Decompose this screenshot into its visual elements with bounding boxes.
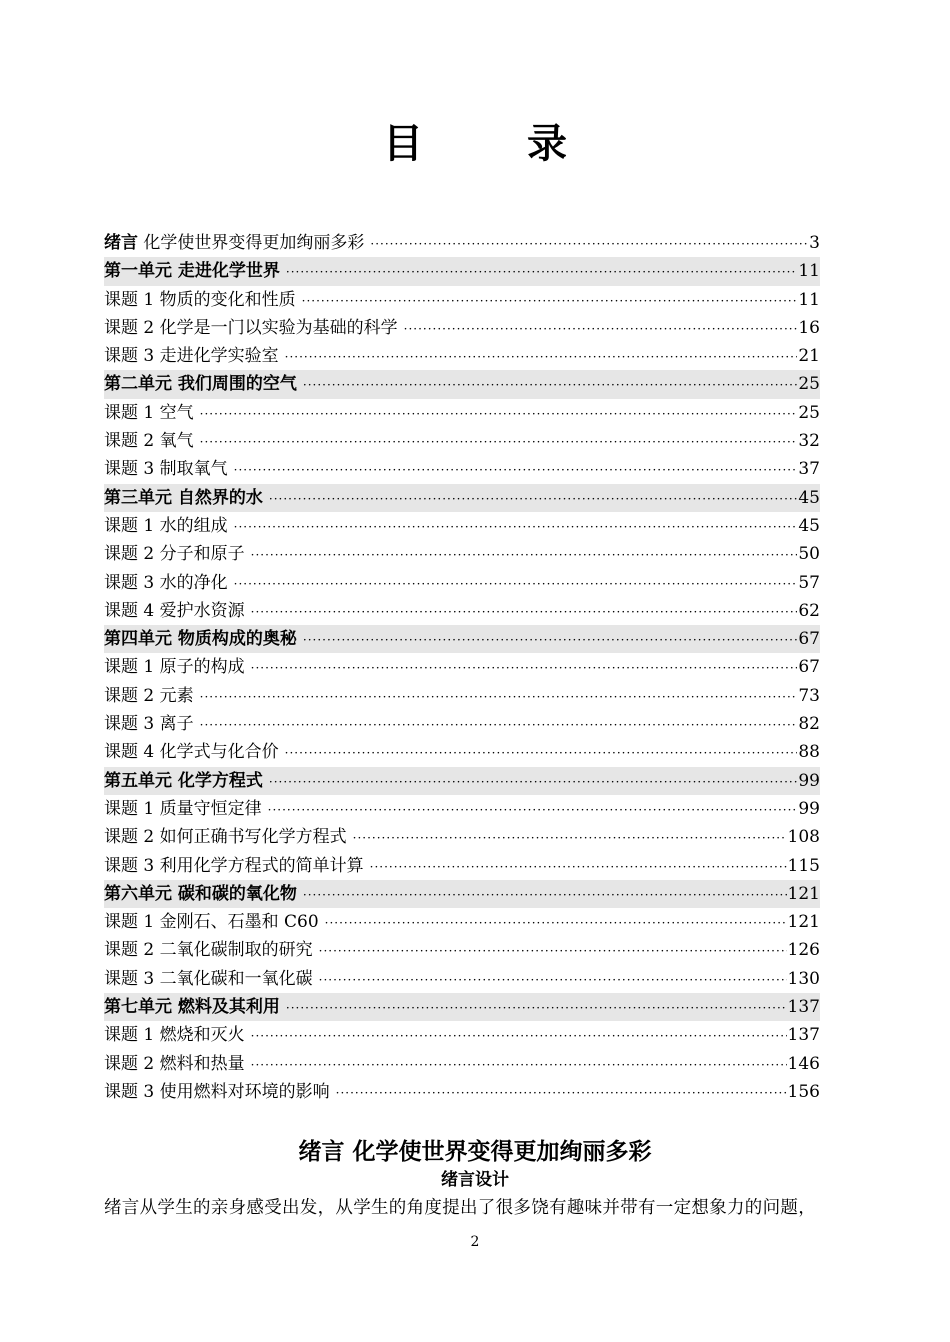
toc-page-number: 3: [809, 233, 820, 253]
toc-entry-text: 课题 3 水的净化: [104, 572, 228, 593]
toc-entry-text: 课题 3 制取氧气: [104, 459, 228, 480]
toc-leader-dots: [269, 485, 797, 513]
toc-entry-label: [104, 682, 200, 710]
toc-entry-label: [104, 767, 269, 795]
toc-entry-label: [104, 1078, 336, 1106]
toc-entry-text: 课题 2 二氧化碳制取的研究: [104, 940, 313, 961]
toc-leader-dots: [200, 683, 798, 711]
toc-entry-text: 课题 3 利用化学方程式的简单计算: [104, 855, 364, 876]
toc-leader-dots: [285, 739, 798, 767]
toc-page-number: 126: [787, 940, 820, 961]
toc-unit-entry[interactable]: [104, 257, 820, 285]
toc-page-number: 21: [798, 346, 820, 367]
toc-entry-text: 第四单元 物质构成的奥秘: [104, 629, 297, 650]
section-title: 绪言 化学使世界变得更加绚丽多彩: [298, 1138, 652, 1165]
toc-leader-dots: [286, 258, 797, 286]
toc-lesson-entry[interactable]: [104, 342, 820, 370]
toc-entry-label: [104, 880, 303, 908]
toc-entry-text: 课题 1 水的组成: [104, 515, 228, 536]
toc-entry-text: 课题 3 使用燃料对环境的影响: [104, 1081, 330, 1102]
toc-lesson-entry[interactable]: [104, 314, 820, 342]
toc-leader-dots: [285, 343, 798, 371]
toc-leader-dots: [251, 598, 798, 626]
toc-leader-dots: [286, 994, 787, 1022]
toc-entry-label: [104, 738, 285, 766]
toc-entry-label: [104, 399, 200, 427]
toc-entry-text: 课题 2 如何正确书写化学方程式: [104, 827, 347, 848]
toc-page-number: 108: [787, 827, 820, 848]
toc-entry-label: [104, 1021, 251, 1049]
toc-page-number: 57: [798, 572, 820, 593]
toc-unit-entry[interactable]: [104, 993, 820, 1021]
toc-entry-label: [104, 370, 303, 398]
toc-entry-text: 课题 2 氧气: [104, 431, 194, 452]
toc-entry-label: [104, 1050, 251, 1078]
toc-entry-text: 课题 2 元素: [104, 685, 194, 706]
toc-leader-dots: [251, 541, 798, 569]
toc-unit-entry[interactable]: [104, 767, 820, 795]
toc-leader-dots: [268, 796, 798, 824]
toc-leader-dots: [319, 937, 787, 965]
page-title: 目 录: [383, 120, 599, 167]
toc-page-number: 121: [787, 883, 820, 904]
toc-entry-text: 化学使世界变得更加绚丽多彩: [138, 233, 365, 253]
toc-leader-dots: [234, 456, 798, 484]
toc-lesson-entry[interactable]: [104, 682, 820, 710]
toc-leader-dots: [303, 881, 787, 909]
toc-leader-dots: [370, 853, 787, 881]
toc-entry-label: [104, 314, 404, 342]
toc-leader-dots: [200, 400, 798, 428]
toc-lesson-entry[interactable]: [104, 738, 820, 766]
toc-page-number: 25: [798, 402, 820, 423]
toc-entry-label: [104, 993, 286, 1021]
toc-page-number: 37: [798, 459, 820, 480]
toc-leader-dots: [269, 768, 797, 796]
toc-leader-dots: [234, 513, 798, 541]
toc-page-number: 67: [798, 657, 820, 678]
toc-page-number: 73: [798, 685, 820, 706]
toc-unit-entry[interactable]: [104, 484, 820, 512]
toc-page-number: 11: [798, 289, 820, 310]
toc-entry-text: 第七单元 燃料及其利用: [104, 997, 280, 1018]
toc-entry-label: [104, 540, 251, 568]
toc-leader-dots: [336, 1079, 787, 1107]
toc-leader-dots: [404, 315, 798, 343]
toc-leader-dots: [303, 371, 797, 399]
toc-entry-prefix: 绪言: [104, 233, 138, 253]
toc-page-number: 50: [798, 544, 820, 565]
toc-entry-text: 课题 3 离子: [104, 714, 194, 735]
toc-unit-entry[interactable]: [104, 880, 820, 908]
toc-entry-label: [104, 597, 251, 625]
toc-lesson-entry[interactable]: [104, 653, 820, 681]
toc-page-number: 82: [798, 714, 820, 735]
toc-leader-dots: [251, 1051, 787, 1079]
toc-entry-label: [104, 653, 251, 681]
toc-page-number: 130: [787, 968, 820, 989]
toc-leader-dots: [319, 966, 787, 994]
toc-lesson-entry[interactable]: [104, 512, 820, 540]
toc-unit-entry[interactable]: [104, 370, 820, 398]
toc-entry-label: [104, 823, 353, 851]
toc-entry-label: [104, 342, 285, 370]
toc-entry-text: 课题 4 化学式与化合价: [104, 742, 279, 763]
toc-entry-text: 第二单元 我们周围的空气: [104, 374, 297, 395]
toc-page-number: 32: [798, 431, 820, 452]
toc-lesson-entry[interactable]: [104, 795, 820, 823]
toc-entry-label: [104, 484, 269, 512]
toc-page-number: 25: [798, 374, 820, 395]
toc-lesson-entry[interactable]: [104, 852, 820, 880]
toc-lesson-entry[interactable]: [104, 399, 820, 427]
toc-entry-label: [104, 908, 325, 936]
toc-page-number: 137: [787, 997, 820, 1018]
toc-entry-label: [104, 965, 319, 993]
toc-unit-entry[interactable]: [104, 625, 820, 653]
toc-lesson-entry[interactable]: [104, 1078, 820, 1106]
toc-entry-text: 课题 1 原子的构成: [104, 657, 245, 678]
toc-leader-dots: [302, 287, 798, 315]
toc-lesson-entry[interactable]: [104, 1021, 820, 1049]
toc-lesson-entry[interactable]: [104, 908, 820, 936]
toc-lesson-entry[interactable]: [104, 965, 820, 993]
toc-preface-entry[interactable]: [104, 229, 820, 257]
body-paragraph: 绪言从学生的亲身感受出发，从学生的角度提出了很多饶有趣味并带有一定想象力的问题，: [104, 1198, 816, 1218]
toc-leader-dots: [303, 626, 797, 654]
toc-leader-dots: [200, 711, 798, 739]
toc-entry-label: [104, 286, 302, 314]
toc-lesson-entry[interactable]: [104, 597, 820, 625]
toc-leader-dots: [251, 654, 798, 682]
toc-entry-label: [104, 512, 234, 540]
toc-entry-label: [104, 455, 234, 483]
toc-page-number: 99: [798, 798, 820, 819]
toc-page-number: 45: [798, 515, 820, 536]
toc-entry-label: [104, 852, 370, 880]
toc-entry-text: 第三单元 自然界的水: [104, 487, 263, 508]
toc-entry-label: [104, 257, 286, 285]
toc-page-number: 45: [798, 487, 820, 508]
toc-entry-text: 第五单元 化学方程式: [104, 770, 263, 791]
toc-entry-text: 第六单元 碳和碳的氧化物: [104, 883, 297, 904]
toc-lesson-entry[interactable]: [104, 540, 820, 568]
toc-lesson-entry[interactable]: [104, 569, 820, 597]
toc-entry-label: [104, 795, 268, 823]
toc-entry-text: 课题 3 二氧化碳和一氧化碳: [104, 968, 313, 989]
toc-page-number: 115: [787, 855, 820, 876]
toc-entry-text: 课题 1 燃烧和灭火: [104, 1025, 245, 1046]
toc-page-number: 137: [787, 1025, 820, 1046]
toc-page-number: 11: [798, 261, 820, 282]
toc-entry-text: 课题 3 走进化学实验室: [104, 346, 279, 367]
table-of-contents: [104, 229, 820, 1106]
toc-entry-text: 课题 1 物质的变化和性质: [104, 289, 296, 310]
toc-entry-text: 课题 1 质量守恒定律: [104, 798, 262, 819]
toc-entry-label: [104, 427, 200, 455]
toc-lesson-entry[interactable]: [104, 286, 820, 314]
toc-lesson-entry[interactable]: [104, 710, 820, 738]
toc-entry-label: [104, 229, 370, 257]
toc-leader-dots: [353, 824, 787, 852]
toc-page-number: 146: [787, 1053, 820, 1074]
toc-entry-text: 课题 4 爱护水资源: [104, 600, 245, 621]
toc-entry-text: 课题 2 分子和原子: [104, 544, 245, 565]
page-number: 2: [470, 1234, 480, 1250]
toc-page-number: 121: [787, 912, 820, 933]
toc-lesson-entry[interactable]: [104, 823, 820, 851]
toc-lesson-entry[interactable]: [104, 455, 820, 483]
toc-leader-dots: [370, 230, 808, 258]
section-subtitle: 绪言设计: [441, 1170, 509, 1190]
toc-entry-label: [104, 625, 303, 653]
toc-page-number: 99: [798, 770, 820, 791]
toc-page-number: 156: [787, 1081, 820, 1102]
toc-page-number: 62: [798, 600, 820, 621]
toc-entry-label: [104, 710, 200, 738]
toc-lesson-entry[interactable]: [104, 936, 820, 964]
toc-page-number: 67: [798, 629, 820, 650]
toc-entry-text: 课题 1 金刚石、石墨和 C60: [104, 912, 319, 933]
toc-entry-label: [104, 569, 234, 597]
toc-lesson-entry[interactable]: [104, 1050, 820, 1078]
toc-leader-dots: [200, 428, 798, 456]
toc-entry-text: 课题 2 化学是一门以实验为基础的科学: [104, 317, 398, 338]
toc-entry-text: 第一单元 走进化学世界: [104, 261, 280, 282]
toc-entry-text: 课题 2 燃料和热量: [104, 1053, 245, 1074]
toc-lesson-entry[interactable]: [104, 427, 820, 455]
toc-leader-dots: [325, 909, 787, 937]
toc-leader-dots: [251, 1022, 787, 1050]
toc-entry-text: 课题 1 空气: [104, 402, 194, 423]
toc-entry-label: [104, 936, 319, 964]
toc-page-number: 16: [798, 317, 820, 338]
toc-page-number: 88: [798, 742, 820, 763]
toc-leader-dots: [234, 570, 798, 598]
